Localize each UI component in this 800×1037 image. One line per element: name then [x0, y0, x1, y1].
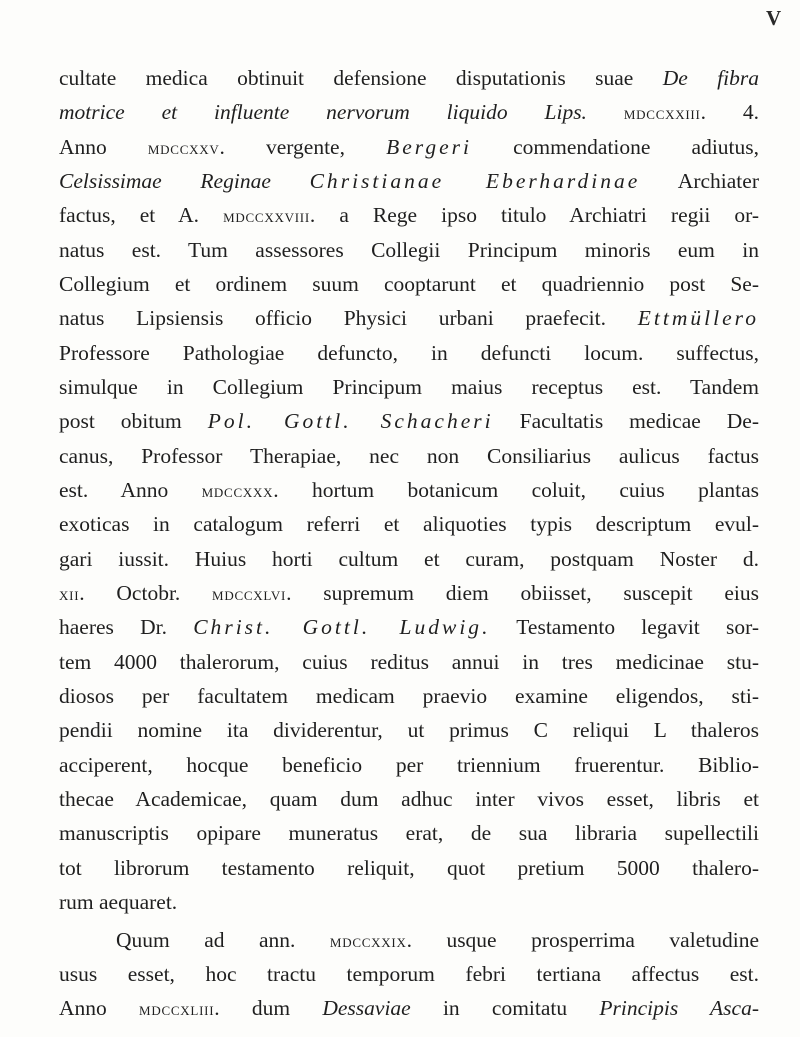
text-segment: . Octobr. — [79, 581, 213, 605]
person-name: Ettmüllero — [637, 306, 759, 330]
text-segment: Professore Pathologiae defuncto, in defuncti locum. suffectus, — [59, 341, 759, 365]
text-segment: natus est. Tum assessores Collegii Principum minoris eum in — [59, 238, 759, 262]
roman-numeral-day: xii — [59, 584, 80, 604]
roman-numeral-year: mdccxxv — [147, 138, 220, 158]
text-segment: . 4. — [700, 100, 759, 124]
text-segment: Archiater — [640, 169, 759, 193]
text-line — [116, 923, 759, 957]
page-number: V — [766, 6, 782, 30]
text-segment: canus, Professor Therapiae, nec non Consiliarius aulicus factus — [59, 444, 759, 468]
italic-text: Principis Asca- — [599, 996, 759, 1020]
text-segment: . usque prosperrima valetudine — [406, 928, 759, 952]
text-segment: manuscriptis opipare muneratus erat, de sua libraria supellectili — [59, 821, 759, 845]
text-line — [59, 130, 759, 164]
roman-numeral-year: mdccxlvi — [212, 584, 287, 604]
text-line — [59, 198, 759, 232]
text-segment: gari iussit. Huius horti cultum et curam, postquam Noster d. — [59, 547, 759, 571]
text-line — [59, 267, 759, 301]
text-segment: haeres Dr. — [59, 615, 194, 639]
text-segment: usus esset, hoc tractu temporum febri tertiana affectus est. — [59, 962, 759, 986]
text-line — [59, 542, 759, 576]
text-line — [59, 61, 759, 95]
italic-text: Celsissimae Reginae — [59, 169, 310, 193]
text-line — [59, 336, 759, 370]
text-segment: . a Rege ipso titulo Archiatri regii or- — [309, 203, 759, 227]
text-segment: Quum ad ann. — [116, 928, 330, 952]
text-line — [59, 439, 759, 473]
text-line — [59, 610, 759, 644]
text-segment: natus Lipsiensis officio Physici urbani praefecit. — [59, 306, 638, 330]
text-segment: rum aequaret. — [59, 890, 178, 914]
text-line — [59, 645, 759, 679]
text-segment: exoticas in catalogum referri et aliquoties typis descriptum evul- — [59, 512, 759, 536]
text-line — [59, 370, 759, 404]
text-segment: Anno — [59, 135, 148, 159]
text-segment: factus, et A. — [59, 203, 224, 227]
text-segment: Facultatis medicae De- — [493, 409, 759, 433]
text-line — [59, 782, 759, 816]
text-segment: thecae Academicae, quam dum adhuc inter vivos esset, libris et — [59, 787, 759, 811]
roman-numeral-year: mdccxxiii — [623, 103, 701, 123]
text-segment: diosos per facultatem medicam praevio examine eligendos, sti- — [59, 684, 759, 708]
text-line — [59, 95, 759, 129]
text-segment: in comitatu — [410, 996, 600, 1020]
text-segment: Collegium et ordinem suum cooptarunt et quadriennio post Se- — [59, 272, 759, 296]
text-line — [59, 957, 759, 991]
roman-numeral-year: mdccxxx — [201, 481, 274, 501]
text-line — [59, 885, 759, 919]
roman-numeral-year: mdccxliii — [139, 999, 215, 1019]
text-segment: cultate medica obtinuit defensione disputationis suae — [59, 66, 663, 90]
text-segment: commendatione adiutus, — [472, 135, 760, 159]
text-segment: . dum — [214, 996, 323, 1020]
text-segment: simulque in Collegium Principum maius receptus est. Tandem — [59, 375, 759, 399]
text-line — [59, 851, 759, 885]
roman-numeral-year: mdccxxix — [329, 931, 407, 951]
text-line — [59, 473, 759, 507]
text-segment: est. Anno — [59, 478, 202, 502]
text-line — [59, 576, 759, 610]
text-line — [59, 991, 759, 1025]
italic-title: De fibra — [662, 66, 759, 90]
text-segment: . hortum botanicum coluit, cuius plantas — [273, 478, 759, 502]
person-name: Pol. Gottl. Schacheri — [207, 409, 494, 433]
text-segment: tot librorum testamento reliquit, quot pretium 5000 thalero- — [59, 856, 759, 880]
italic-title: motrice et influente nervorum liquido Lips. — [59, 100, 587, 124]
text-line — [59, 404, 759, 438]
roman-numeral-year: mdccxxviii — [223, 206, 310, 226]
text-segment: Testamento legavit sor- — [490, 615, 759, 639]
text-line — [59, 748, 759, 782]
text-line — [59, 301, 759, 335]
text-segment: . supremum diem obiisset, suscepit eius — [286, 581, 759, 605]
text-segment: acciperent, hocque beneficio per triennium fruerentur. Biblio- — [59, 753, 759, 777]
person-name: Bergeri — [386, 135, 473, 159]
person-name: Christianae Eberhardinae — [309, 169, 641, 193]
text-segment: tem 4000 thalerorum, cuius reditus annui in tres medicinae stu- — [59, 650, 759, 674]
text-line — [59, 233, 759, 267]
text-line — [59, 679, 759, 713]
person-name: Christ. Gottl. Ludwig. — [193, 615, 491, 639]
text-line — [59, 507, 759, 541]
italic-place: Dessaviae — [322, 996, 411, 1020]
text-line — [59, 164, 759, 198]
text-segment: Anno — [59, 996, 140, 1020]
text-line — [59, 713, 759, 747]
text-segment: post obitum — [59, 409, 208, 433]
text-segment: . vergente, — [219, 135, 387, 159]
text-segment — [587, 100, 624, 124]
text-segment: pendii nomine ita dividerentur, ut primus C reliqui L thaleros — [59, 718, 759, 742]
text-line — [59, 816, 759, 850]
